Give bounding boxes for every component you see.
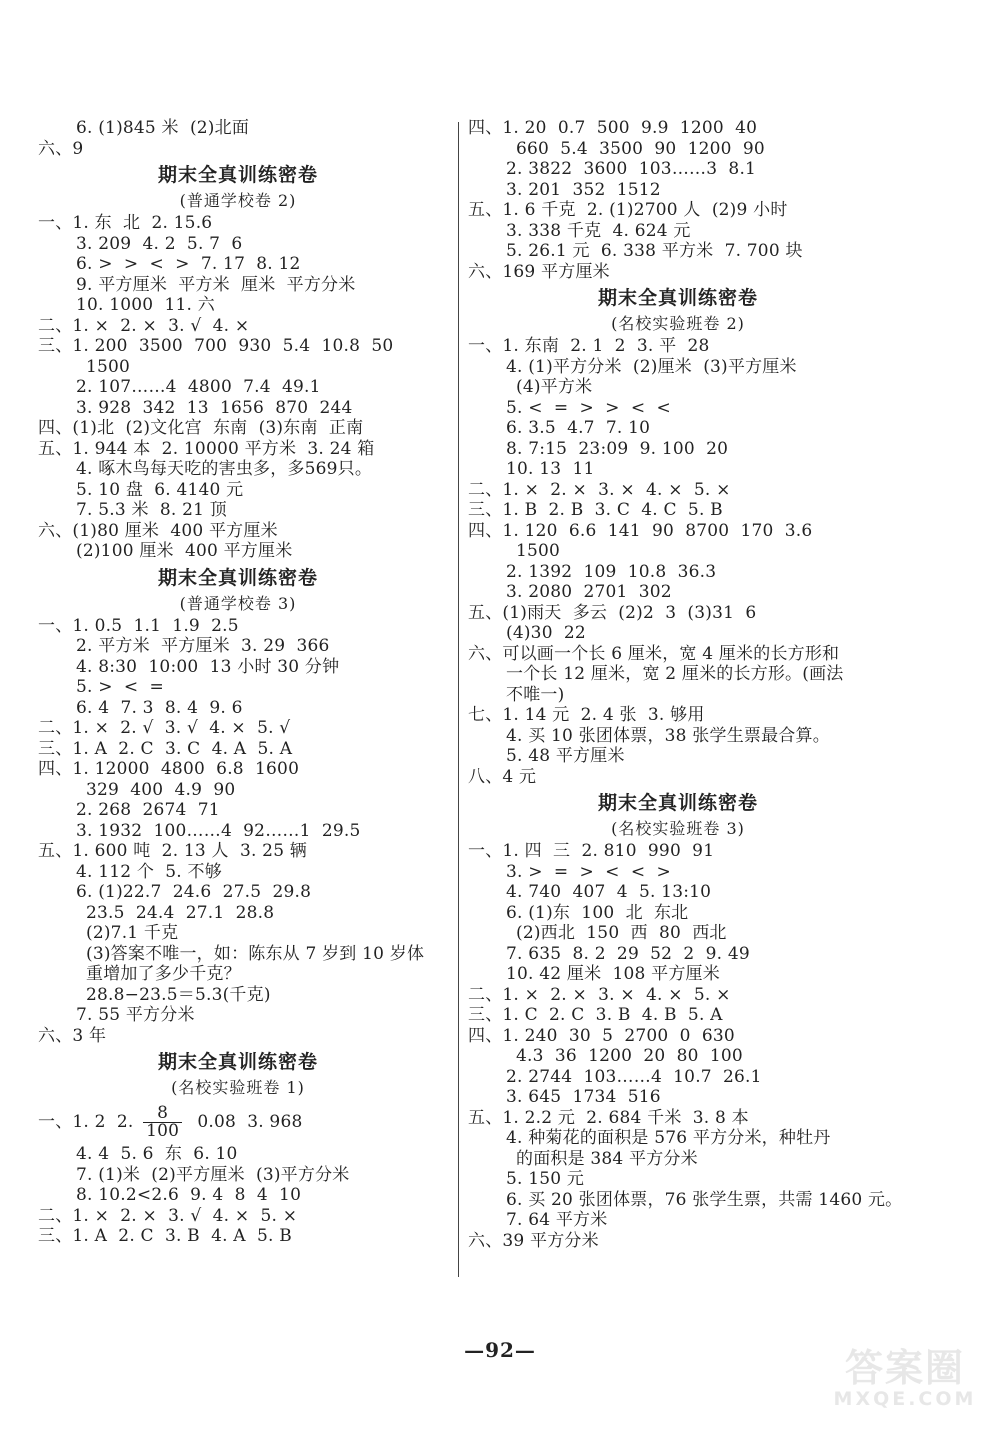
- answer-line: 6. (1)22.7 24.6 27.5 29.8: [76, 882, 312, 902]
- answer-line: (2)7.1 千克: [86, 923, 179, 943]
- section-title: 期末全真训练密卷: [157, 1051, 318, 1073]
- answer-line: 5. 150 元: [506, 1169, 585, 1189]
- fraction: [143, 1105, 182, 1140]
- answer-line: 23.5 24.4 27.1 28.8: [86, 902, 275, 923]
- answer-column-left: [38, 118, 438, 1247]
- answer-line: 2. 107……4 4800 7.4 49.1: [76, 377, 321, 397]
- answer-line: 四、1. 12000 4800 6.8 1600: [38, 759, 300, 779]
- answer-line: 7. (1)米 (2)平方厘米 (3)平方分米: [76, 1164, 350, 1185]
- answer-line: 二、1. × 2. × 3. × 4. × 5. ×: [468, 479, 731, 500]
- answer-line: 5. 10 盘 6. 4140 元: [76, 479, 244, 500]
- answer-line: 4. (1)平方分米 (2)厘米 (3)平方厘米: [506, 356, 797, 377]
- answer-line: 4. 买 10 张团体票，38 张学生票最合算。: [506, 725, 830, 746]
- watermark-text: 答案圈: [844, 1346, 965, 1390]
- section-title: 期末全真训练密卷: [157, 164, 318, 186]
- answer-line: 2. 2744 103……4 10.7 26.1: [506, 1066, 762, 1087]
- answer-line: 一、1. 四 三 2. 810 990 91: [468, 841, 715, 861]
- answer-line: 4. 740 407 4 5. 13:10: [506, 882, 712, 902]
- answer-line: 5. 48 平方厘米: [506, 746, 625, 766]
- answer-line: 6. 4 7. 3 8. 4 9. 6: [76, 697, 243, 718]
- answer-line: 四、1. 20 0.7 500 9.9 1200 40: [468, 118, 758, 138]
- answer-line: 4. 种菊花的面积是 576 平方分米，种牡丹: [506, 1128, 831, 1148]
- answer-text: 0.08 3. 968: [186, 1112, 303, 1132]
- answer-line: 六、169 平方厘米: [468, 261, 610, 282]
- answer-line: 一、1. 东 北 2. 15.6: [38, 213, 213, 233]
- answer-line: 3. > = > < < >: [506, 861, 671, 882]
- answer-line: 3. 645 1734 516: [506, 1087, 661, 1107]
- answer-line: 10. 42 厘米 108 平方厘米: [506, 964, 720, 984]
- answer-line: 10. 13 11: [506, 459, 595, 479]
- answer-line: 五、1. 600 吨 2. 13 人 3. 25 辆: [38, 841, 308, 861]
- answer-line: 7. 5.3 米 8. 21 顶: [76, 500, 227, 520]
- answer-line: 二、1. × 2. √ 3. √ 4. × 5. √: [38, 718, 291, 738]
- answer-line: 六、可以画一个长 6 厘米，宽 4 厘米的长方形和: [468, 643, 840, 664]
- section-subtitle: (普通学校卷 2): [179, 191, 297, 210]
- answer-line: 9. 平方厘米 平方米 厘米 平方分米: [76, 274, 356, 295]
- answer-text: 一、1. 2 2.: [38, 1112, 140, 1132]
- answer-line: 一、1. 0.5 1.1 1.9 2.5: [38, 615, 239, 636]
- answer-line: 一、1. 东南 2. 1 2 3. 平 28: [468, 336, 710, 356]
- answer-line: 六、3 年: [38, 1025, 107, 1046]
- answer-line: 329 400 4.9 90: [86, 779, 236, 800]
- answer-line: (3)答案不唯一，如：陈东从 7 岁到 10 岁体: [86, 943, 425, 964]
- answer-line: 二、1. × 2. × 3. √ 4. × 5. ×: [38, 1205, 298, 1226]
- answer-line: (2)100 厘米 400 平方厘米: [76, 541, 293, 561]
- answer-line: 3. 201 352 1512: [506, 179, 661, 200]
- answer-line: 4.3 36 1200 20 80 100: [516, 1046, 743, 1066]
- answer-line: (4)30 22: [506, 623, 586, 643]
- answer-line: 三、1. B 2. B 3. C 4. C 5. B: [468, 500, 723, 520]
- answer-line: 2. 平方米 平方厘米 3. 29 366: [76, 636, 330, 656]
- section-subtitle: (名校实验班卷 1): [171, 1078, 305, 1097]
- answer-line: 2. 268 2674 71: [76, 800, 220, 820]
- answer-line: 7. 55 平方分米: [76, 1005, 195, 1025]
- answer-line: 的面积是 384 平方分米: [516, 1148, 698, 1169]
- answer-line: 8. 10.2<2.6 9. 4 8 4 10: [76, 1185, 302, 1205]
- answer-line: 五、1. 6 千克 2. (1)2700 人 (2)9 小时: [468, 200, 788, 220]
- answer-line: 4. 8:30 10:00 13 小时 30 分钟: [76, 656, 340, 677]
- answer-line: 四、(1)北 (2)文化宫 东南 (3)东南 正南: [38, 418, 364, 438]
- answer-line: 六、39 平方分米: [468, 1230, 599, 1251]
- answer-line: 4. 112 个 5. 不够: [76, 861, 222, 882]
- fraction-denominator: 100: [146, 1121, 180, 1141]
- answer-line: 四、1. 240 30 5 2700 0 630: [468, 1025, 735, 1046]
- answer-line: [38, 1100, 438, 1144]
- answer-line: 不唯一): [506, 684, 565, 705]
- answer-line: 6. (1)845 米 (2)北面: [76, 118, 250, 138]
- answer-line: 五、1. 2.2 元 2. 684 千米 3. 8 本: [468, 1107, 749, 1128]
- answer-line: 五、1. 944 本 2. 10000 平方米 3. 24 箱: [38, 438, 375, 459]
- answer-line: 3. 2080 2701 302: [506, 582, 672, 602]
- answer-line: 4. 啄木鸟每天吃的害虫多，多569只。: [76, 459, 373, 479]
- answer-line: 一个长 12 厘米，宽 2 厘米的长方形。(画法: [506, 664, 844, 684]
- section-subtitle: (普通学校卷 3): [179, 593, 297, 613]
- answer-line: 3. 1932 100……4 92……1 29.5: [76, 820, 361, 841]
- answer-line: 5. 26.1 元 6. 338 平方米 7. 700 块: [506, 241, 803, 261]
- answer-line: 五、(1)雨天 多云 (2)2 3 (3)31 6: [468, 602, 757, 623]
- answer-line: 三、1. A 2. C 3. B 4. A 5. B: [38, 1226, 292, 1246]
- answer-line: 6. 买 20 张团体票，76 张学生票，共需 1460 元。: [506, 1189, 903, 1210]
- section-title: 期末全真训练密卷: [597, 287, 758, 309]
- section-title: 期末全真训练密卷: [597, 792, 758, 814]
- answer-line: 8. 7:15 23:09 9. 100 20: [506, 438, 729, 459]
- answer-line: 二、1. × 2. × 3. × 4. × 5. ×: [468, 984, 731, 1005]
- answer-line: 三、1. C 2. C 3. B 4. B 5. A: [468, 1005, 723, 1025]
- answer-line: 七、1. 14 元 2. 4 张 3. 够用: [468, 705, 705, 725]
- answer-line: 重增加了多少千克？: [86, 964, 241, 984]
- answer-line: 二、1. × 2. × 3. √ 4. ×: [38, 315, 250, 336]
- fraction-numerator: 8: [143, 1105, 182, 1123]
- answer-line: 5. < = > > < <: [506, 397, 671, 418]
- answer-line: 4. 4 5. 6 东 6. 10: [76, 1144, 238, 1164]
- answer-line: 10. 1000 11. 六: [76, 295, 215, 315]
- column-divider: [458, 122, 459, 1277]
- section-title: 期末全真训练密卷: [157, 566, 318, 589]
- answer-line: 6. > > < > 7. 17 8. 12: [76, 254, 301, 274]
- answer-line: 660 5.4 3500 90 1200 90: [516, 138, 765, 159]
- answer-line: 3. 928 342 13 1656 870 244: [76, 397, 353, 418]
- answer-line: 八、4 元: [468, 766, 537, 787]
- answer-line: (2)西北 150 西 80 西北: [516, 923, 727, 943]
- answer-column-right: [468, 118, 903, 1251]
- answer-line: 6. 3.5 4.7 7. 10: [506, 418, 651, 438]
- answer-line: 3. 209 4. 2 5. 7 6: [76, 233, 243, 254]
- answer-line: 2. 3822 3600 103……3 8.1: [506, 159, 757, 179]
- answer-line: 2. 1392 109 10.8 36.3: [506, 561, 717, 582]
- section-subtitle: (名校实验班卷 2): [611, 314, 745, 333]
- answer-line: 5. > < =: [76, 677, 164, 697]
- answer-line: 3. 338 千克 4. 624 元: [506, 220, 691, 241]
- answer-line: 三、1. 200 3500 700 930 5.4 10.8 50: [38, 336, 394, 356]
- answer-line: 7. 635 8. 2 29 52 2 9. 49: [506, 943, 750, 964]
- page-number: —92—: [464, 1338, 536, 1362]
- answer-line: 1500: [516, 541, 561, 561]
- answer-line: 四、1. 120 6.6 141 90 8700 170 3.6: [468, 520, 813, 541]
- answer-line: 1500: [86, 356, 131, 377]
- watermark-url: MXQE.COM: [833, 1388, 977, 1410]
- answer-line: 六、(1)80 厘米 400 平方厘米: [38, 520, 278, 541]
- answer-line: (4)平方米: [516, 377, 593, 397]
- answer-line: 六、9: [38, 138, 84, 159]
- answer-line: 三、1. A 2. C 3. C 4. A 5. A: [38, 738, 293, 759]
- watermark-logo: [820, 1348, 990, 1426]
- answer-line: 7. 64 平方米: [506, 1210, 608, 1230]
- answer-line: 28.8−23.5＝5.3(千克): [86, 984, 271, 1005]
- section-subtitle: (名校实验班卷 3): [611, 819, 745, 838]
- answer-line: 6. (1)东 100 北 东北: [506, 902, 689, 923]
